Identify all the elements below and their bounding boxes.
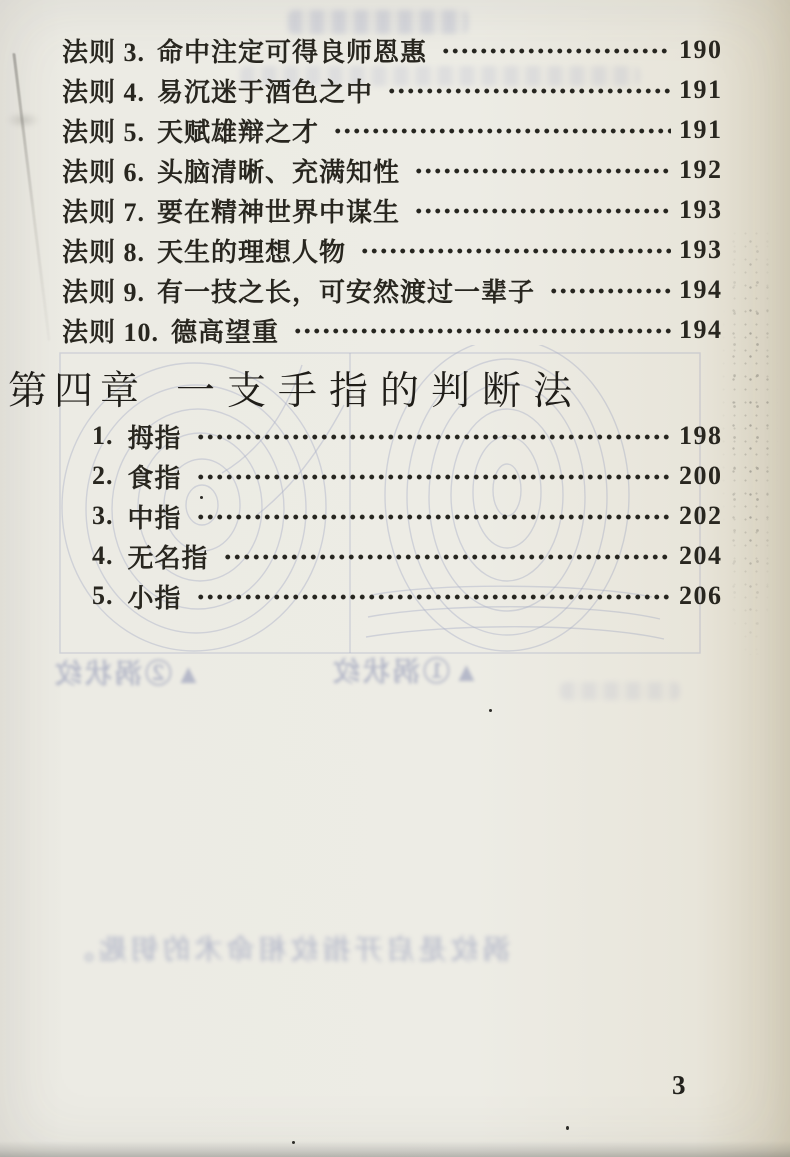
entry-title: 食指	[127, 463, 182, 493]
entry-label: 法则 3.	[62, 37, 146, 67]
entry-label: 2.	[92, 461, 114, 490]
entry-page: 206	[679, 581, 723, 610]
entry-page: 193	[679, 235, 723, 264]
toc-entry	[62, 416, 737, 456]
entry-title: 要在精神世界中谋生	[157, 197, 401, 227]
entry-page: 194	[679, 275, 723, 304]
bleed-caption-right: ▲①涡状纹	[330, 657, 480, 687]
entry-page: 198	[679, 421, 723, 450]
entry-title: 天赋雄辩之才	[157, 117, 320, 147]
ink-speck	[292, 1141, 295, 1144]
ink-speck	[489, 709, 492, 712]
dot-leader	[196, 583, 671, 611]
page-number: 3	[672, 1070, 686, 1100]
toc-entry	[62, 70, 737, 110]
entry-title: 头脑清晰、充满知性	[157, 157, 401, 187]
toc-entry	[62, 456, 737, 496]
dot-leader	[196, 463, 671, 491]
dot-leader	[441, 37, 671, 65]
toc-entry	[62, 496, 737, 536]
entry-title: 易沉迷于酒色之中	[157, 77, 374, 107]
dot-leader	[333, 117, 671, 145]
entry-title: 天生的理想人物	[157, 237, 347, 267]
entry-title: 拇指	[127, 423, 182, 453]
dot-leader	[223, 543, 671, 571]
dot-leader	[196, 423, 671, 451]
entry-label: 法则 5.	[62, 117, 146, 147]
chapter-title: 一支手指的判断法	[176, 370, 585, 413]
dot-leader	[196, 503, 671, 531]
entry-label: 4.	[92, 541, 114, 570]
entry-page: 190	[679, 35, 723, 64]
entry-page: 200	[679, 461, 723, 490]
entry-page: 194	[679, 315, 723, 344]
entry-page: 193	[679, 195, 723, 224]
toc-entry	[62, 30, 737, 70]
entry-page: 192	[679, 155, 723, 184]
dot-leader	[387, 77, 671, 105]
entry-label: 法则 7.	[62, 197, 146, 227]
entry-page: 204	[679, 541, 723, 570]
bleed-blob-bottom-right	[560, 682, 680, 700]
toc-entry	[62, 536, 737, 576]
toc-entry	[62, 576, 737, 616]
chapter-heading	[8, 360, 737, 412]
entry-title: 命中注定可得良师恩惠	[157, 37, 428, 67]
entry-title: 中指	[127, 503, 182, 533]
entry-title: 无名指	[127, 543, 209, 573]
bleed-caption-left: ▲②涡状纹	[52, 659, 202, 689]
entry-label: 3.	[92, 501, 114, 530]
bleed-sentence: 涡纹是启开指纹相命术的钥匙。	[62, 935, 510, 965]
entry-title: 小指	[127, 583, 182, 613]
entry-label: 法则 4.	[62, 77, 146, 107]
dot-leader	[549, 277, 671, 305]
dot-leader	[414, 197, 671, 225]
toc-entry	[62, 230, 737, 270]
toc-entry	[62, 150, 737, 190]
entry-page: 191	[679, 75, 723, 104]
entry-label: 法则 6.	[62, 157, 146, 187]
dot-leader	[360, 237, 671, 265]
chapter-number: 第四章	[8, 370, 147, 413]
dot-leader	[414, 157, 671, 185]
entry-title: 德高望重	[171, 317, 280, 347]
toc-entry	[62, 310, 737, 350]
entry-label: 法则 10.	[62, 317, 160, 347]
dot-leader	[293, 317, 671, 345]
entry-label: 法则 8.	[62, 237, 146, 267]
scan-bottom-edge	[0, 1141, 790, 1157]
entry-label: 5.	[92, 581, 114, 610]
entry-page: 202	[679, 501, 723, 530]
toc-entry	[62, 270, 737, 310]
entry-page: 191	[679, 115, 723, 144]
ink-speck	[566, 1126, 569, 1130]
entry-title: 有一技之长，可安然渡过一辈子	[157, 277, 536, 307]
entry-label: 1.	[92, 421, 114, 450]
toc-entry	[62, 190, 737, 230]
entry-label: 法则 9.	[62, 277, 146, 307]
toc-entry	[62, 110, 737, 150]
